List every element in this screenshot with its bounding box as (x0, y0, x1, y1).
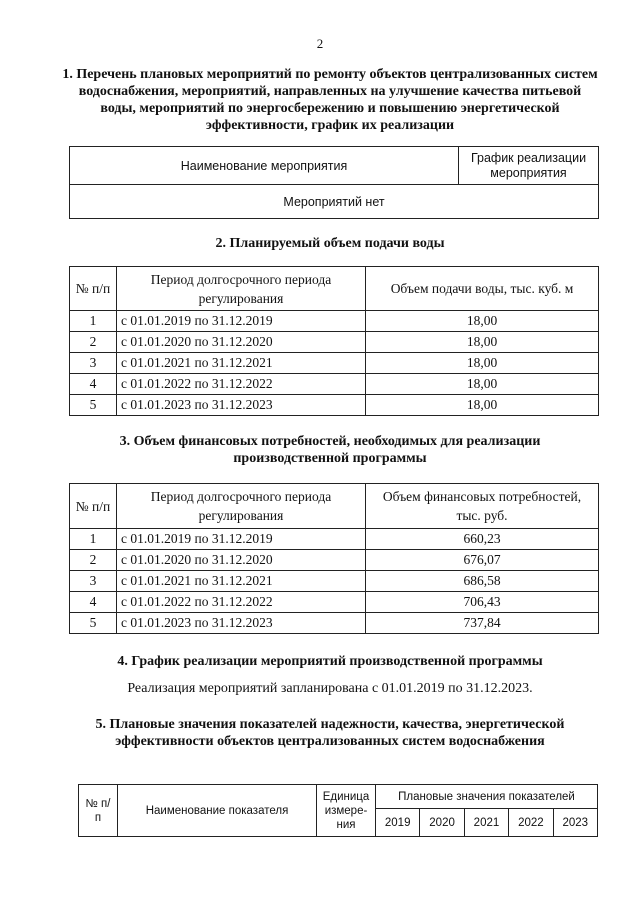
section5-col-num: № п/п (79, 785, 118, 837)
section5-year: 2022 (509, 809, 553, 837)
row-period: с 01.01.2020 по 31.12.2020 (117, 550, 366, 571)
section2-col-value: Объем подачи воды, тыс. куб. м (366, 267, 599, 311)
section5-year: 2020 (420, 809, 464, 837)
section4-text: Реализация мероприятий запланирована с 01.01.2019 по 31.12.2023. (127, 681, 533, 696)
section3-col-value: Объем финансовых потребностей, тыс. руб. (366, 484, 599, 529)
row-num: 5 (70, 613, 117, 634)
table-row (70, 374, 599, 395)
row-value: 18,00 (366, 374, 599, 395)
section5-table (78, 784, 598, 837)
row-num: 4 (70, 374, 117, 395)
row-period: с 01.01.2023 по 31.12.2023 (117, 395, 366, 416)
row-period: с 01.01.2022 по 31.12.2022 (117, 374, 366, 395)
table-row (70, 353, 599, 374)
row-value: 18,00 (366, 353, 599, 374)
table-row (70, 311, 599, 332)
row-num: 5 (70, 395, 117, 416)
section5-title: 5. Плановые значения показателей надежности, качества, энергетической эффективности объектов централизованных систем водоснабжения (95, 717, 565, 749)
section2-table (69, 266, 599, 416)
row-value: 737,84 (366, 613, 599, 634)
section5-year: 2019 (376, 809, 420, 837)
row-period: с 01.01.2019 по 31.12.2019 (117, 529, 366, 550)
section1-row-text: Мероприятий нет (70, 185, 599, 219)
table-row (70, 332, 599, 353)
table-row (70, 571, 599, 592)
row-period: с 01.01.2021 по 31.12.2021 (117, 571, 366, 592)
row-period: с 01.01.2021 по 31.12.2021 (117, 353, 366, 374)
section5-col-name: Наименование показателя (118, 785, 317, 837)
row-period: с 01.01.2019 по 31.12.2019 (117, 311, 366, 332)
section5-col-plan: Плановые значения показателей (376, 785, 598, 809)
section1-title: 1. Перечень плановых мероприятий по ремонту объектов централизованных систем водоснабжения, мероприятий, направленных на улучшение качества питьевой воды, мероприятий по энергосбережению и повышению энергетической эффективности, график их реализации (62, 67, 598, 133)
row-num: 4 (70, 592, 117, 613)
section2-col-num: № п/п (70, 267, 117, 311)
section5-year: 2021 (464, 809, 508, 837)
section2-col-period: Период долгосрочного периода регулирования (117, 267, 366, 311)
table-row (70, 613, 599, 634)
row-num: 3 (70, 353, 117, 374)
row-value: 18,00 (366, 311, 599, 332)
row-value: 706,43 (366, 592, 599, 613)
table-row (70, 529, 599, 550)
row-num: 2 (70, 550, 117, 571)
section1-col-schedule: График реализации мероприятия (459, 147, 599, 185)
section2-title: 2. Планируемый объем подачи воды (215, 236, 445, 251)
section5-year: 2023 (553, 809, 597, 837)
row-value: 686,58 (366, 571, 599, 592)
row-num: 3 (70, 571, 117, 592)
row-num: 2 (70, 332, 117, 353)
page-number: 2 (316, 36, 324, 51)
section3-col-period: Период долгосрочного периода регулирования (117, 484, 366, 529)
section3-title: 3. Объем финансовых потребностей, необходимых для реализации производственной программы (119, 434, 541, 466)
table-row (70, 395, 599, 416)
row-period: с 01.01.2020 по 31.12.2020 (117, 332, 366, 353)
row-value: 18,00 (366, 395, 599, 416)
section1-col-name: Наименование мероприятия (70, 147, 459, 185)
row-value: 660,23 (366, 529, 599, 550)
section1-table (69, 146, 599, 219)
section4-title: 4. График реализации мероприятий производственной программы (117, 654, 543, 669)
section5-col-unit: Единица измере-ния (317, 785, 376, 837)
row-num: 1 (70, 311, 117, 332)
row-value: 676,07 (366, 550, 599, 571)
row-period: с 01.01.2023 по 31.12.2023 (117, 613, 366, 634)
section3-col-num: № п/п (70, 484, 117, 529)
section3-table (69, 483, 599, 634)
row-num: 1 (70, 529, 117, 550)
row-value: 18,00 (366, 332, 599, 353)
table-row (70, 550, 599, 571)
row-period: с 01.01.2022 по 31.12.2022 (117, 592, 366, 613)
table-row (70, 592, 599, 613)
